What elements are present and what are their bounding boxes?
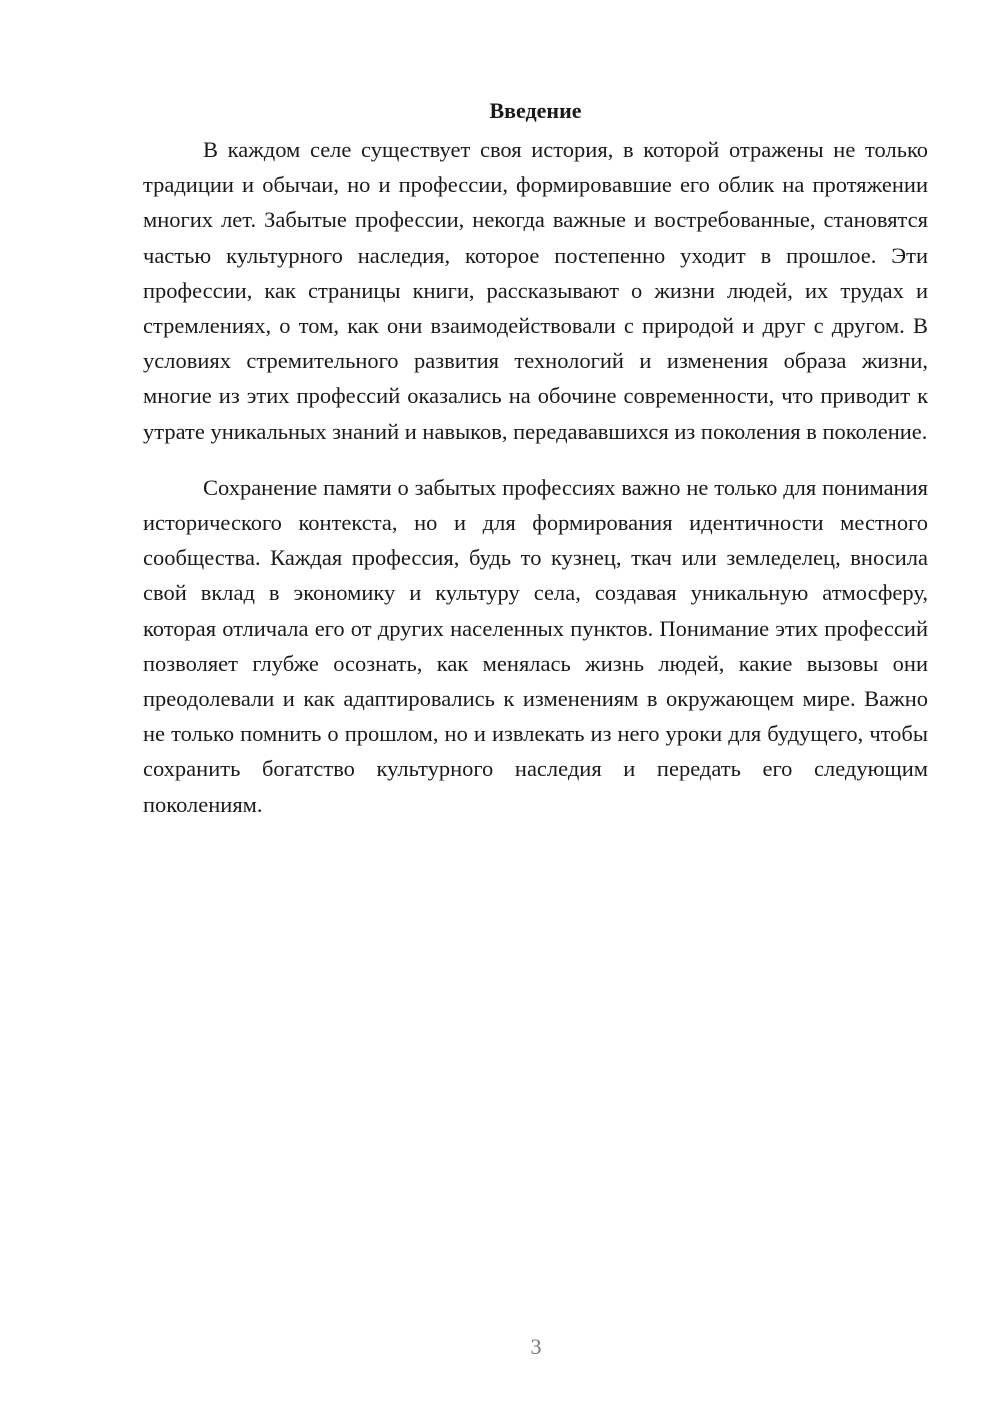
page-number: 3 — [530, 1334, 542, 1359]
paragraph-2: Сохранение памяти о забытых профессиях важно не только для понимания исторического контекста, но и для формирования идентичности местного сообщества. Каждая профессия, будь то кузнец, ткач или земледелец, вносила свой вклад в экономику и культуру села, создавая уникальную атмосферу, которая отличала его от других населенных пунктов. Понимание этих профессий позволяет глубже осознать, как менялась жизнь людей, какие вызовы они преодолевали и как адаптировались к изменениям в окружающем мире. Важно не только помнить о прошлом, но и извлекать из него уроки для будущего, чтобы сохранить богатство культурного наследия и передать его следующим поколениям. — [143, 474, 928, 817]
paragraph-1: В каждом селе существует своя история, в которой отражены не только традиции и обычаи, но и профессии, формировавшие его облик на протяжении многих лет. Забытые профессии, некогда важные и востребованные, становятся частью культурного наследия, которое постепенно уходит в прошлое. Эти профессии, как страницы книги, рассказывают о жизни людей, их трудах и стремлениях, о том, как они взаимодействовали с природой и друг с другом. В условиях стремительного развития технологий и изменения образа жизни, многие из этих профессий оказались на обочине современности, что приводит к утрате уникальных знаний и навыков, передававшихся из поколения в поколение. — [143, 137, 928, 444]
section-heading: Введение — [489, 98, 582, 123]
page-content — [143, 94, 928, 822]
